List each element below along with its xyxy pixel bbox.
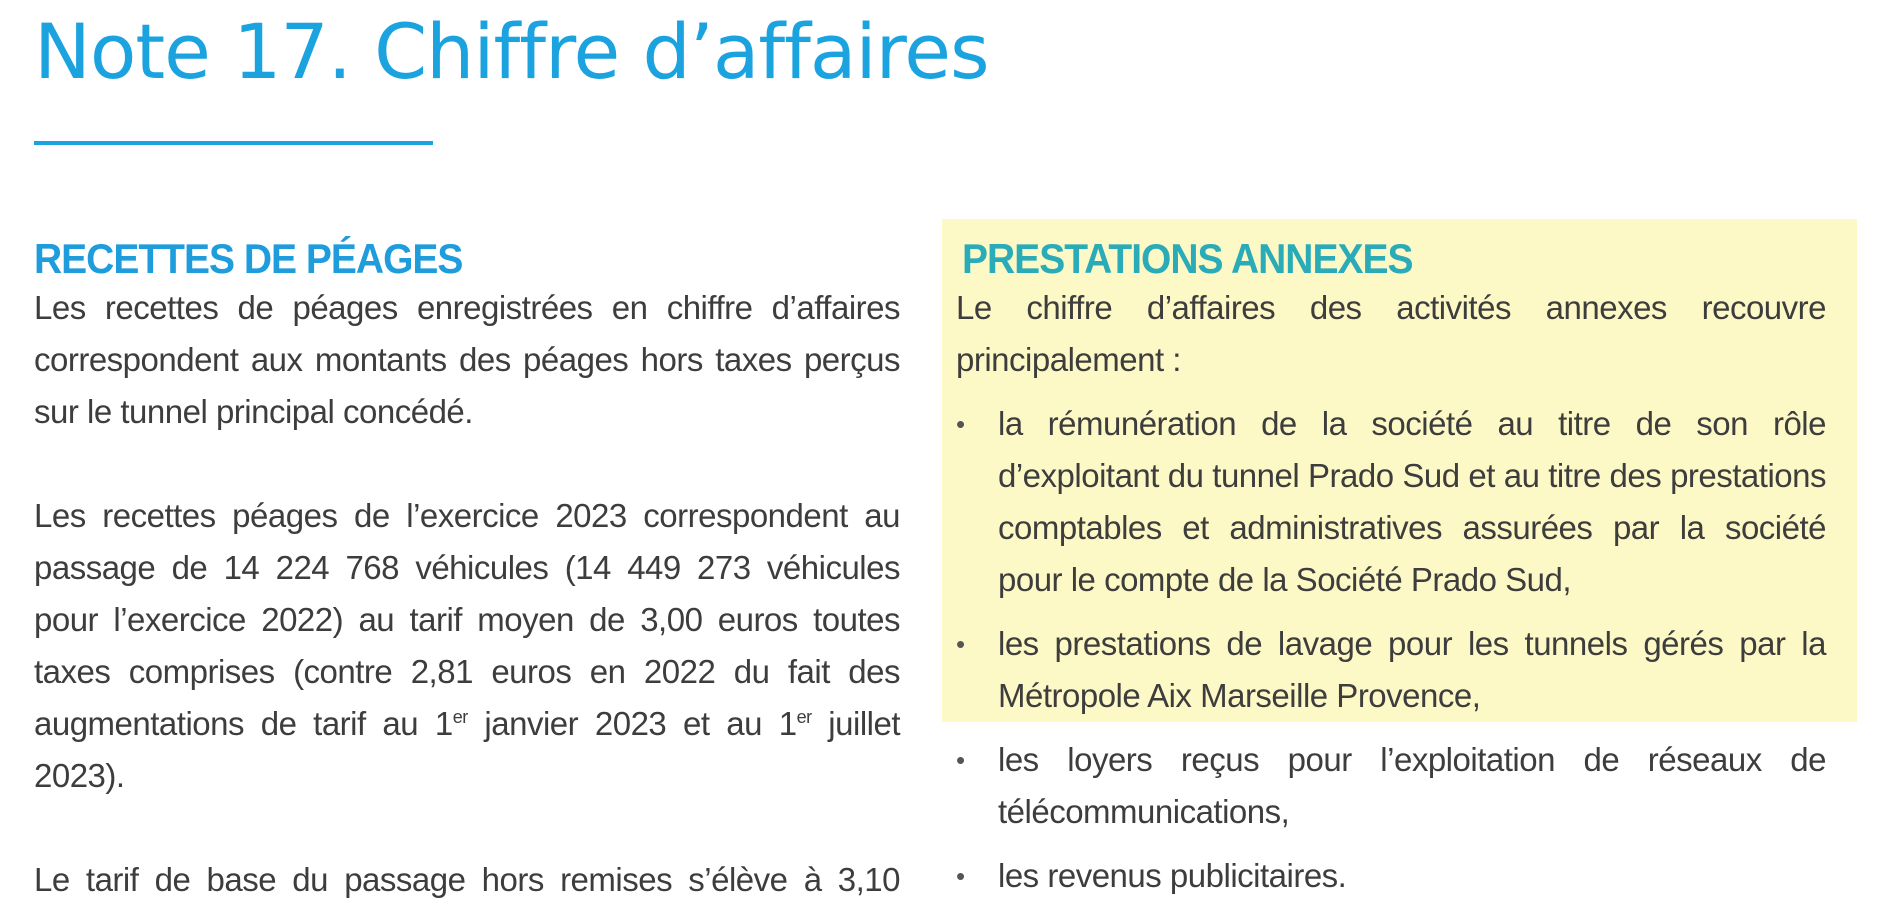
list-item-text: les prestations de lavage pour les tunnels gérés par la Métropole Aix Marseille Provence,: [998, 625, 1826, 714]
paragraph-prestations-intro: Le chiffre d’affaires des activités annexes recouvre principalement :: [956, 289, 1826, 378]
section-prestations-annexes: [956, 236, 1826, 914]
list-item-text: les revenus publicitaires.: [998, 857, 1347, 894]
prestations-list: [956, 398, 1826, 902]
title-underline: [34, 141, 433, 145]
bullet-icon: •: [956, 409, 965, 439]
list-item: [956, 850, 1826, 902]
list-item: [956, 398, 1826, 606]
bullet-icon: •: [956, 629, 965, 659]
paragraph-recettes-2023-part1: Les recettes péages de l’exercice 2023 correspondent au passage de 14 224 768 véhicules (14 449 273 véhicules pour l’exercice 2022) au tarif moyen de 3,00 euros toutes taxes comprises (contre 2,81 euros en 2022 du fait des augmentations de tarif au 1: [34, 497, 900, 742]
list-item: [956, 734, 1826, 838]
superscript-er-1: er: [452, 707, 468, 727]
list-item-text: les loyers reçus pour l’exploitation de réseaux de télécommunications,: [998, 741, 1826, 830]
list-item: [956, 618, 1826, 722]
section-heading-recettes: RECETTES DE PÉAGES: [34, 237, 463, 283]
page-title: Note 17. Chiffre d’affaires: [34, 7, 989, 96]
paragraph-recettes-2023-part2: janvier 2023 et au 1: [467, 705, 797, 742]
bullet-icon: •: [956, 861, 965, 891]
section-recettes-de-peages: [34, 236, 900, 906]
list-item-text: la rémunération de la société au titre de son rôle d’exploitant du tunnel Prado Sud et au titre des prestations comptables et administratives assurées par la société pour le compte de la Société Prado Sud,: [998, 405, 1826, 598]
section-heading-prestations: PRESTATIONS ANNEXES: [962, 237, 1413, 283]
superscript-er-2: er: [796, 707, 812, 727]
paragraph-tarif-de-base: Le tarif de base du passage hors remises s’élève à 3,10: [34, 861, 900, 898]
bullet-icon: •: [956, 745, 965, 775]
paragraph-recettes-2023: [34, 490, 900, 802]
paragraph-recettes-2023-part3: juillet 2023).: [34, 705, 901, 794]
paragraph-recettes-definition: Les recettes de péages enregistrées en chiffre d’affaires correspondent aux montants des péages hors taxes perçus sur le tunnel principal concédé.: [34, 289, 900, 430]
